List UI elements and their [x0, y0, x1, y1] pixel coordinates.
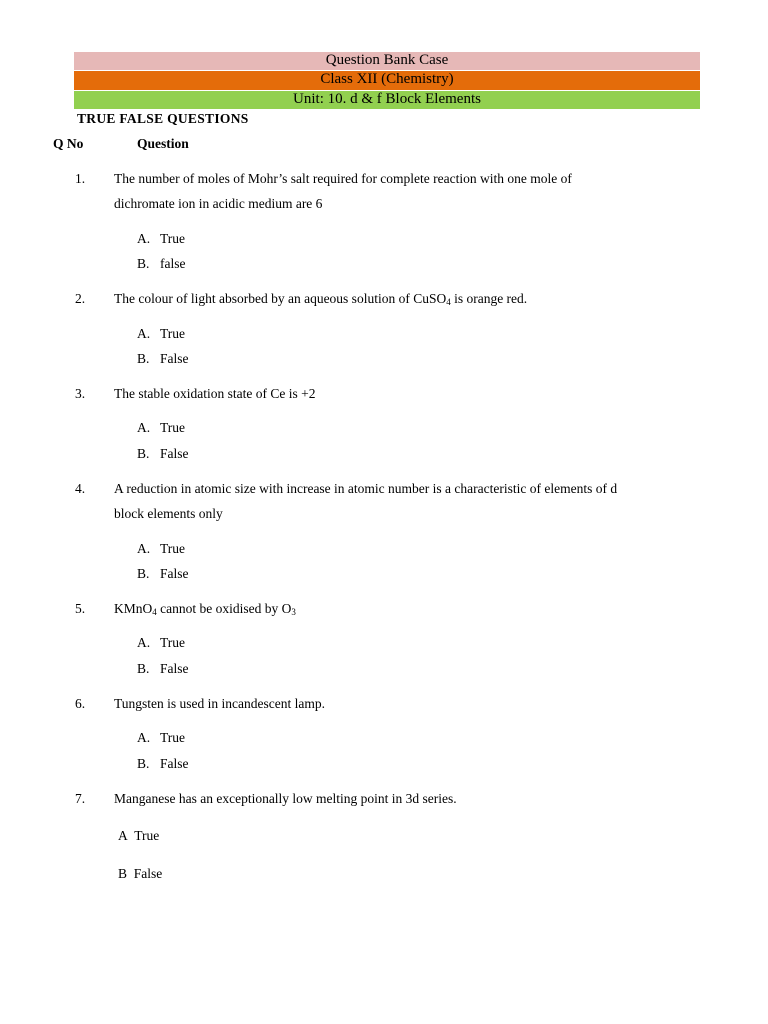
option-b: [137, 446, 189, 462]
option-label: True: [160, 420, 186, 435]
question-text-line: The number of moles of Mohr’s salt required for complete reaction with one mole of: [114, 171, 572, 186]
text-fragment: cannot be oxidised by O: [156, 601, 292, 616]
subscript: 4: [152, 607, 157, 617]
option-letter: B.: [137, 351, 150, 366]
option-label: True: [160, 541, 186, 556]
text-fragment: is orange red.: [450, 291, 528, 306]
option-a: [137, 231, 185, 247]
option-letter: B.: [137, 566, 150, 581]
option-label: False: [160, 661, 189, 676]
header-title: Question Bank Case: [74, 52, 700, 70]
option-label: True: [160, 326, 186, 341]
option-letter: A.: [137, 420, 151, 435]
header-class: Class XII (Chemistry): [74, 71, 700, 90]
option-label: false: [160, 256, 186, 271]
option-letter: A.: [137, 730, 151, 745]
option-letter: B.: [137, 446, 150, 461]
option-a: [118, 828, 159, 844]
question-text: [114, 596, 704, 621]
option-b: [137, 566, 189, 582]
option-letter: A.: [137, 326, 151, 341]
question-text-line: A reduction in atomic size with increase in atomic number is a characteristic of elements of d: [114, 481, 618, 496]
subscript: 4: [446, 297, 451, 307]
text-fragment: KMnO: [114, 601, 153, 616]
option-letter: B: [118, 866, 128, 881]
option-b: [137, 661, 189, 677]
option-letter: A.: [137, 541, 151, 556]
question-number: 3.: [75, 386, 86, 401]
question-text: [114, 166, 704, 216]
option-label: False: [160, 756, 189, 771]
option-label: True: [160, 231, 186, 246]
option-label: False: [160, 566, 189, 581]
option-letter: B.: [137, 756, 150, 771]
option-letter: A.: [137, 635, 151, 650]
question-text: [114, 476, 704, 526]
option-a: [137, 635, 185, 651]
option-b: [118, 866, 162, 882]
option-label: False: [160, 446, 189, 461]
option-label: False: [160, 351, 189, 366]
text-fragment: The colour of light absorbed by an aqueous solution of CuSO: [114, 291, 447, 306]
column-header-question: Question: [137, 136, 189, 151]
option-letter: A.: [137, 231, 151, 246]
option-label: True: [160, 730, 186, 745]
question-number: 5.: [75, 601, 86, 616]
option-a: [137, 326, 185, 342]
question-text: [114, 286, 704, 311]
question-number: 7.: [75, 791, 86, 806]
option-letter: A: [118, 828, 128, 843]
option-b: [137, 351, 189, 367]
subscript: 3: [291, 607, 296, 617]
header-unit: Unit: 10. d & f Block Elements: [74, 91, 700, 109]
question-text-line: block elements only: [114, 506, 223, 521]
question-number: 6.: [75, 696, 86, 711]
question-text: Tungsten is used in incandescent lamp.: [114, 696, 325, 711]
option-a: [137, 730, 185, 746]
column-header-qno: Q No: [53, 136, 84, 151]
question-number: 2.: [75, 291, 86, 306]
option-b: [137, 756, 189, 772]
option-a: [137, 541, 185, 557]
section-title: TRUE FALSE QUESTIONS: [77, 111, 249, 126]
option-label: False: [133, 866, 163, 881]
option-letter: B.: [137, 256, 150, 271]
question-text: Manganese has an exceptionally low melting point in 3d series.: [114, 791, 457, 806]
question-text-line: dichromate ion in acidic medium are 6: [114, 196, 323, 211]
question-number: 1.: [75, 171, 86, 186]
option-label: True: [134, 828, 160, 843]
option-b: [137, 256, 185, 272]
option-letter: B.: [137, 661, 150, 676]
option-label: True: [160, 635, 186, 650]
option-a: [137, 420, 185, 436]
question-number: 4.: [75, 481, 86, 496]
question-text: The stable oxidation state of Ce is +2: [114, 386, 316, 401]
